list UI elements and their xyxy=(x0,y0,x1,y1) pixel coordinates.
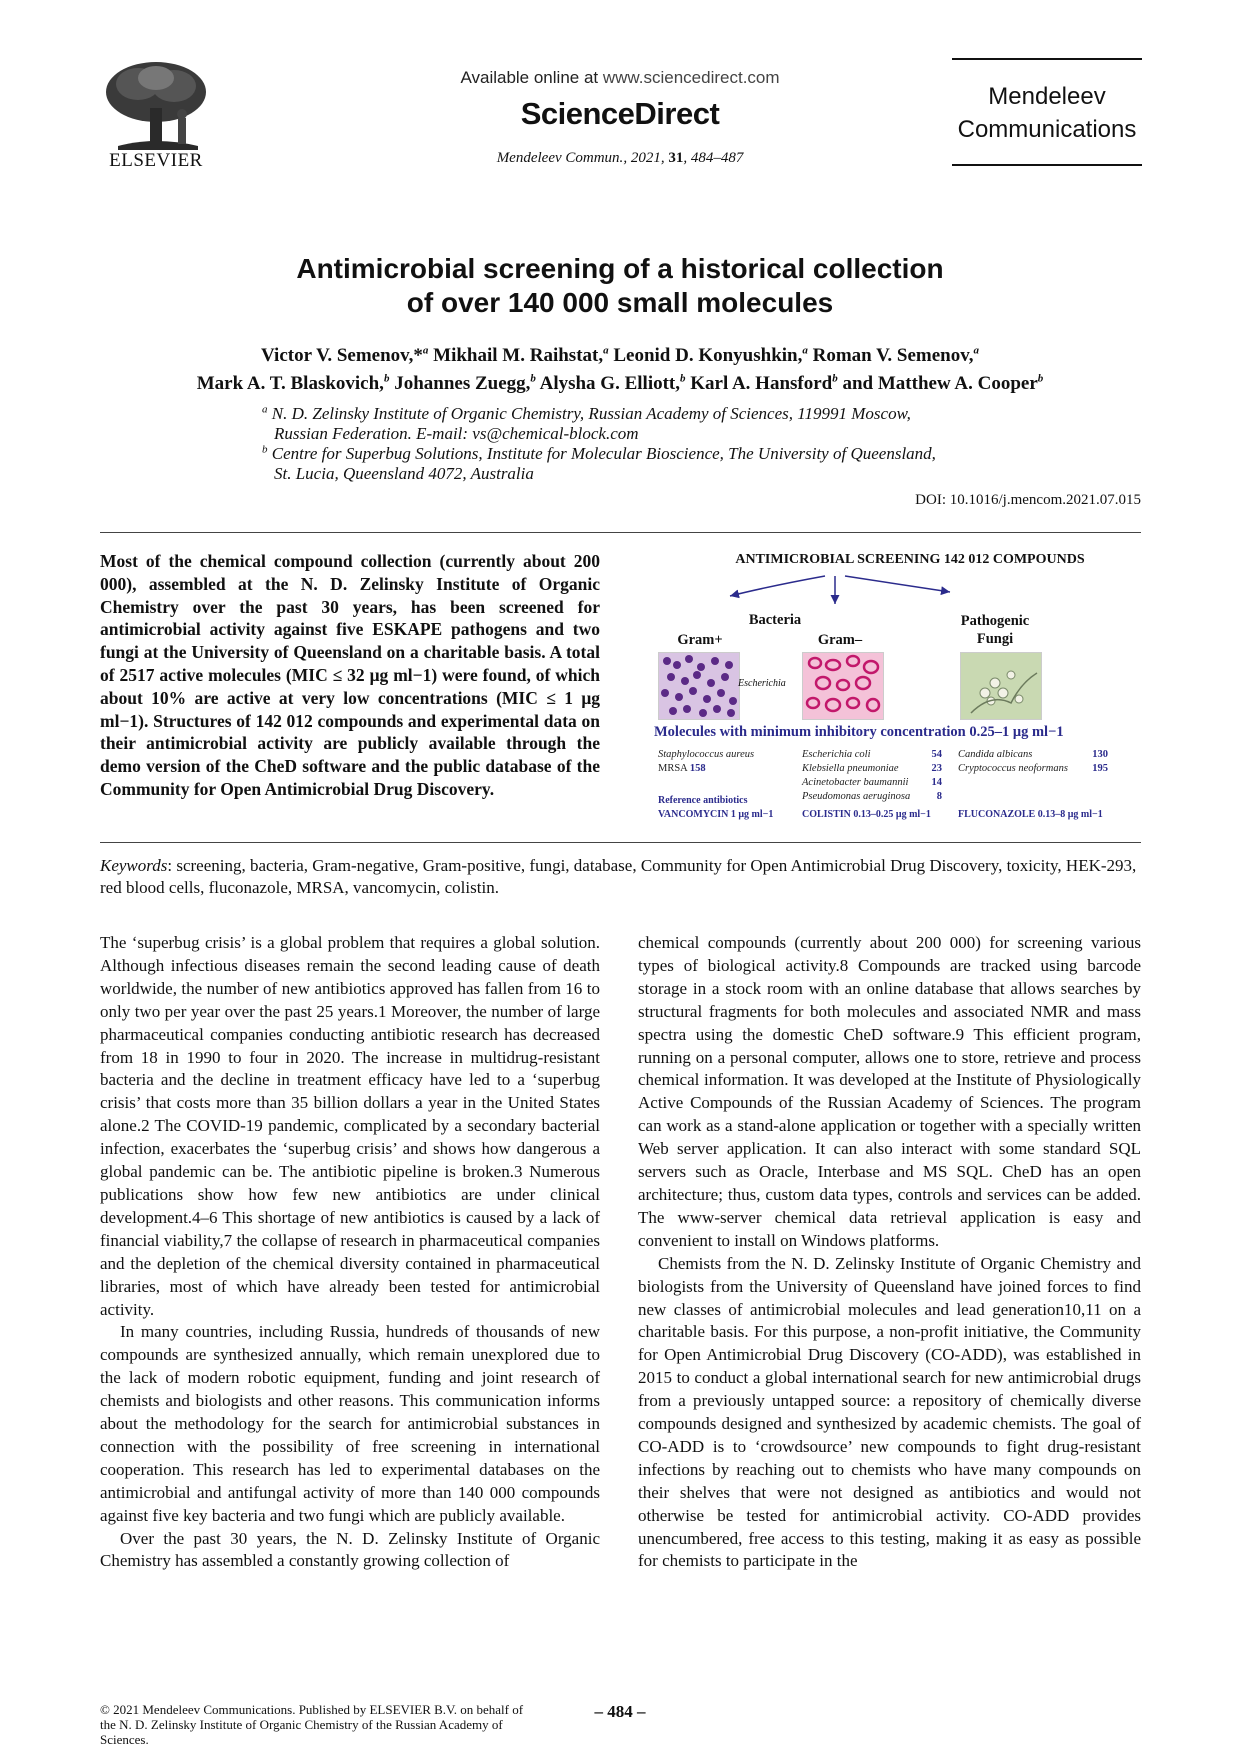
abstract: Most of the chemical compound collection (currently about 200 000), assembled at the N. D. Zelinsky Institute of Organic Chemistry over the past 30 years, has been screened for antimicrobial activity against five ESKAPE pathogens and two fungi at the University of Queensland on a charitable basis. A total of 2517 active molecules (MIC ≤ 32 μg ml−1) were found, of which about 10% are active at very low concentrations (MIC ≤ 1 μg ml−1). Structures of 142 012 compounds and experimental data on their antimicrobial activity are publicly available through the demo version of the CheD software and the public database of the Community for Open Antimicrobial Drug Discovery. xyxy=(100,551,600,799)
title-line2: of over 140 000 small molecules xyxy=(406,287,834,318)
gram-positive-organisms xyxy=(658,748,788,776)
keywords-text: : screening, bacteria, Gram-negative, Gram-positive, fungi, database, Community for Open Antimicrobial Drug Discovery, toxicity, HEK-293, red blood cells, fluconazole, MRSA, vancomycin, colistin. xyxy=(100,856,1137,897)
abstract-rule-top xyxy=(100,532,1141,533)
organism-name: Klebsiella pneumoniae xyxy=(802,763,899,774)
organism-name: Acinetobacter baumannii xyxy=(802,777,909,788)
reference-fluconazole: FLUCONAZOLE 0.13–8 μg ml−1 xyxy=(958,809,1103,820)
citation xyxy=(380,150,860,167)
organism-count: 8 xyxy=(936,791,942,802)
affiliation-a-line2: Russian Federation. E-mail: vs@chemical-block.com xyxy=(274,424,639,443)
body-left-column xyxy=(100,932,600,1573)
journal-name-line1: Mendeleev xyxy=(988,83,1106,110)
organism-row xyxy=(802,776,942,790)
affiliation-b-line2: St. Lucia, Queensland 4072, Australia xyxy=(274,464,534,483)
affiliation-b xyxy=(262,444,1062,464)
organism-name: Escherichia coli xyxy=(802,749,871,760)
organism-row xyxy=(958,748,1108,762)
journal-name-line2: Communications xyxy=(957,116,1137,143)
gram-negative-label: Gram– xyxy=(817,632,863,648)
paragraph: chemical compounds (currently about 200 000) for screening various types of biological activity.8 Compounds are tracked using barcode storage in a stock room with an online database that allows searches by structural fragments for both molecules and associated NMR and mass spectra using the domestic CheD software.9 This efficient program, running on a personal computer, allows one to store, retrieve and process chemical information. It was developed at the Institute of Physiologically Active Compounds of the Russian Academy of Sciences. The program can work as a stand-alone application or together with a specially written Web server application. It can also interact with some standard SQL servers such as Oracle, Interbase and MS SQL. CheD has an open architecture; thus, custom data types, controls and services can be added. The www-server chemical data retrieval application is easy and convenient to install on Windows platforms. xyxy=(638,933,1141,1250)
gram-negative-organisms xyxy=(802,748,942,804)
author-list xyxy=(120,342,1120,398)
organism-count: 14 xyxy=(931,777,942,788)
organism-name: Pseudomonas aeruginosa xyxy=(802,791,911,802)
organism-count: 158 xyxy=(689,763,706,774)
doi[interactable]: DOI: 10.1016/j.mencom.2021.07.015 xyxy=(915,492,1141,508)
body-right-column xyxy=(638,932,1141,1573)
gram-positive-micrograph xyxy=(658,652,740,720)
organism-row xyxy=(658,762,788,776)
authors-line2: Mark A. T. Blaskovich,$^b$ Johannes Zuegg,$^b$ Alysha G. Elliott,$^b$ Karl A. Hansford$^b$ and Matthew A. Cooper$^b$ xyxy=(196,372,1044,394)
title-line1: Antimicrobial screening of a historical collection xyxy=(296,253,944,284)
affiliation-b-line1: Centre for Superbug Solutions, Institute for Molecular Bioscience, The University of Queensland, xyxy=(271,444,936,463)
organism-row xyxy=(958,762,1108,776)
paragraph: The ‘superbug crisis’ is a global problem that requires a global solution. Although infectious diseases remain the second leading cause of death worldwide, the number of new antibiotics approved has fallen from 16 to only two per year over the past 25 years.1 Moreover, the number of large pharmaceutical companies conducting antibiotic research has decreased from 18 in 1990 to four in 2020. The increase in multidrug-resistant bacteria and the decline in treatment efficacy have led to a ‘superbug crisis’ that costs more than 35 billion dollars a year in the United States alone.2 The COVID-19 pandemic, complicated by a secondary bacterial infection, exacerbates the ‘superbug crisis’ and shows how dangerous a global pandemic can be. The antibiotic pipeline is broken.3 Numerous publications show how few new antibiotics are under clinical development.4–6 This shortage of new antibiotics is caused by a lack of financial viability,7 the collapse of research in pharmaceutical companies and the depletion of the chemical diversity contained in pharmaceutical libraries, most of which have already been tested for antimicrobial activity. xyxy=(100,933,600,1319)
affiliation-a-mark: a xyxy=(262,403,268,416)
affiliation-a-line1: N. D. Zelinsky Institute of Organic Chemistry, Russian Academy of Sciences, 119991 Moscow, xyxy=(271,404,911,423)
fungi-micrograph xyxy=(960,652,1042,720)
fungi-label xyxy=(940,612,1050,648)
article-title xyxy=(160,252,1080,320)
organism-count: 54 xyxy=(931,749,942,760)
citation-pages: , 484–487 xyxy=(683,150,744,166)
organism-row xyxy=(658,748,788,762)
abstract-rule-bottom xyxy=(100,842,1141,843)
affiliation-b-mark: b xyxy=(262,443,268,456)
escherichia-caption: Escherichia xyxy=(738,678,786,689)
copyright-notice: © 2021 Mendeleev Communications. Published by ELSEVIER B.V. on behalf of the N. D. Zelinsky Institute of Organic Chemistry of the Russian Academy of Sciences. xyxy=(100,1702,524,1747)
platform-name[interactable]: ScienceDirect xyxy=(520,96,720,131)
reference-antibiotics xyxy=(658,794,798,822)
organism-name: Candida albicans xyxy=(958,749,1033,760)
organism-row xyxy=(802,790,942,804)
graphic-arrows xyxy=(650,566,1140,626)
reference-colistin: COLISTIN 0.13–0.25 μg ml−1 xyxy=(802,809,931,820)
organism-count: 195 xyxy=(1092,763,1108,774)
affiliation-a xyxy=(262,404,1062,424)
authors-line1: Victor V. Semenov,*$^a$ Mikhail M. Raihstat,$^a$ Leonid D. Konyushkin,$^a$ Roman V. Semenov,$^a$ xyxy=(261,344,979,366)
citation-journal: Mendeleev Commun. xyxy=(496,150,624,166)
page-number: – 484 – xyxy=(594,1702,646,1721)
organism-name: Staphylococcus aureus xyxy=(658,749,755,760)
reference-vancomycin: VANCOMYCIN 1 μg ml−1 xyxy=(658,809,774,820)
journal-rule-bottom xyxy=(952,164,1142,166)
keywords-label: Keywords xyxy=(100,856,168,875)
paragraph: Chemists from the N. D. Zelinsky Institute of Organic Chemistry and biologists from the University of Queensland have joined forces to find new classes of antimicrobial molecules and lead generation10,11 on a charitable basis. For this purpose, a non-profit initiative, the Community for Open Antimicrobial Drug Discovery (CO-ADD), was established in 2015 to conduct a global international search for new antimicrobial drugs from a previously untapped source: a repository of chemically diverse compounds designed and synthesized by academic chemists. The goal of CO-ADD is to ‘crowdsource’ new compounds to fight drug-resistant infections by reaching out to chemists who have many compounds on their shelves that were not designed as antibiotics and would not otherwise be tested for antimicrobial activity. CO-ADD provides unencumbered, free access to this testing, making it as easy as possible for chemists to participate in the xyxy=(638,1253,1141,1571)
fungi-organisms xyxy=(958,748,1108,776)
available-online-line xyxy=(380,68,860,88)
available-prefix: Available online at xyxy=(460,68,599,87)
affiliations xyxy=(262,404,1062,484)
mic-heading: Molecules with minimum inhibitory concentration 0.25–1 μg ml−1 xyxy=(654,724,1064,740)
organism-name: Cryptococcus neoformans xyxy=(958,763,1068,774)
journal-name xyxy=(952,80,1142,146)
organism-row xyxy=(802,762,942,776)
graphic-title: ANTIMICROBIAL SCREENING 142 012 COMPOUNDS xyxy=(735,552,1085,567)
organism-name: MRSA xyxy=(658,763,688,774)
sciencedirect-url[interactable]: www.sciencedirect.com xyxy=(602,68,780,87)
organism-count: 23 xyxy=(931,763,942,774)
fungi-label-line1: Pathogenic xyxy=(960,613,1030,629)
paragraph: Over the past 30 years, the N. D. Zelinsky Institute of Organic Chemistry has assembled a constantly growing collection of xyxy=(100,1528,600,1571)
publisher-logo-text: ELSEVIER xyxy=(109,150,203,171)
keywords xyxy=(100,855,1141,899)
gram-positive-label: Gram+ xyxy=(677,632,723,648)
reference-label: Reference antibiotics xyxy=(658,795,748,806)
journal-rule-top xyxy=(952,58,1142,60)
organism-row xyxy=(802,748,942,762)
organism-count: 130 xyxy=(1092,749,1108,760)
citation-volume: 31 xyxy=(668,150,684,166)
bacteria-label: Bacteria xyxy=(748,612,802,628)
fungi-label-line2: Fungi xyxy=(976,631,1014,647)
citation-year: , 2021, xyxy=(623,150,669,166)
paragraph: In many countries, including Russia, hundreds of thousands of new compounds are synthesized annually, which remain unexplored due to the lack of modern robotic equipment, funding and joint research of chemists and biologists and other reasons. This communication informs about the methodology for the search for antimicrobial substances in connection with the possibility of free screening in international cooperation. This research has led to experimental databases on the antimicrobial and antifungal activity of more than 140 000 compounds against five key bacteria and two fungi which are publicly available. xyxy=(100,1322,600,1525)
gram-negative-micrograph xyxy=(802,652,884,720)
